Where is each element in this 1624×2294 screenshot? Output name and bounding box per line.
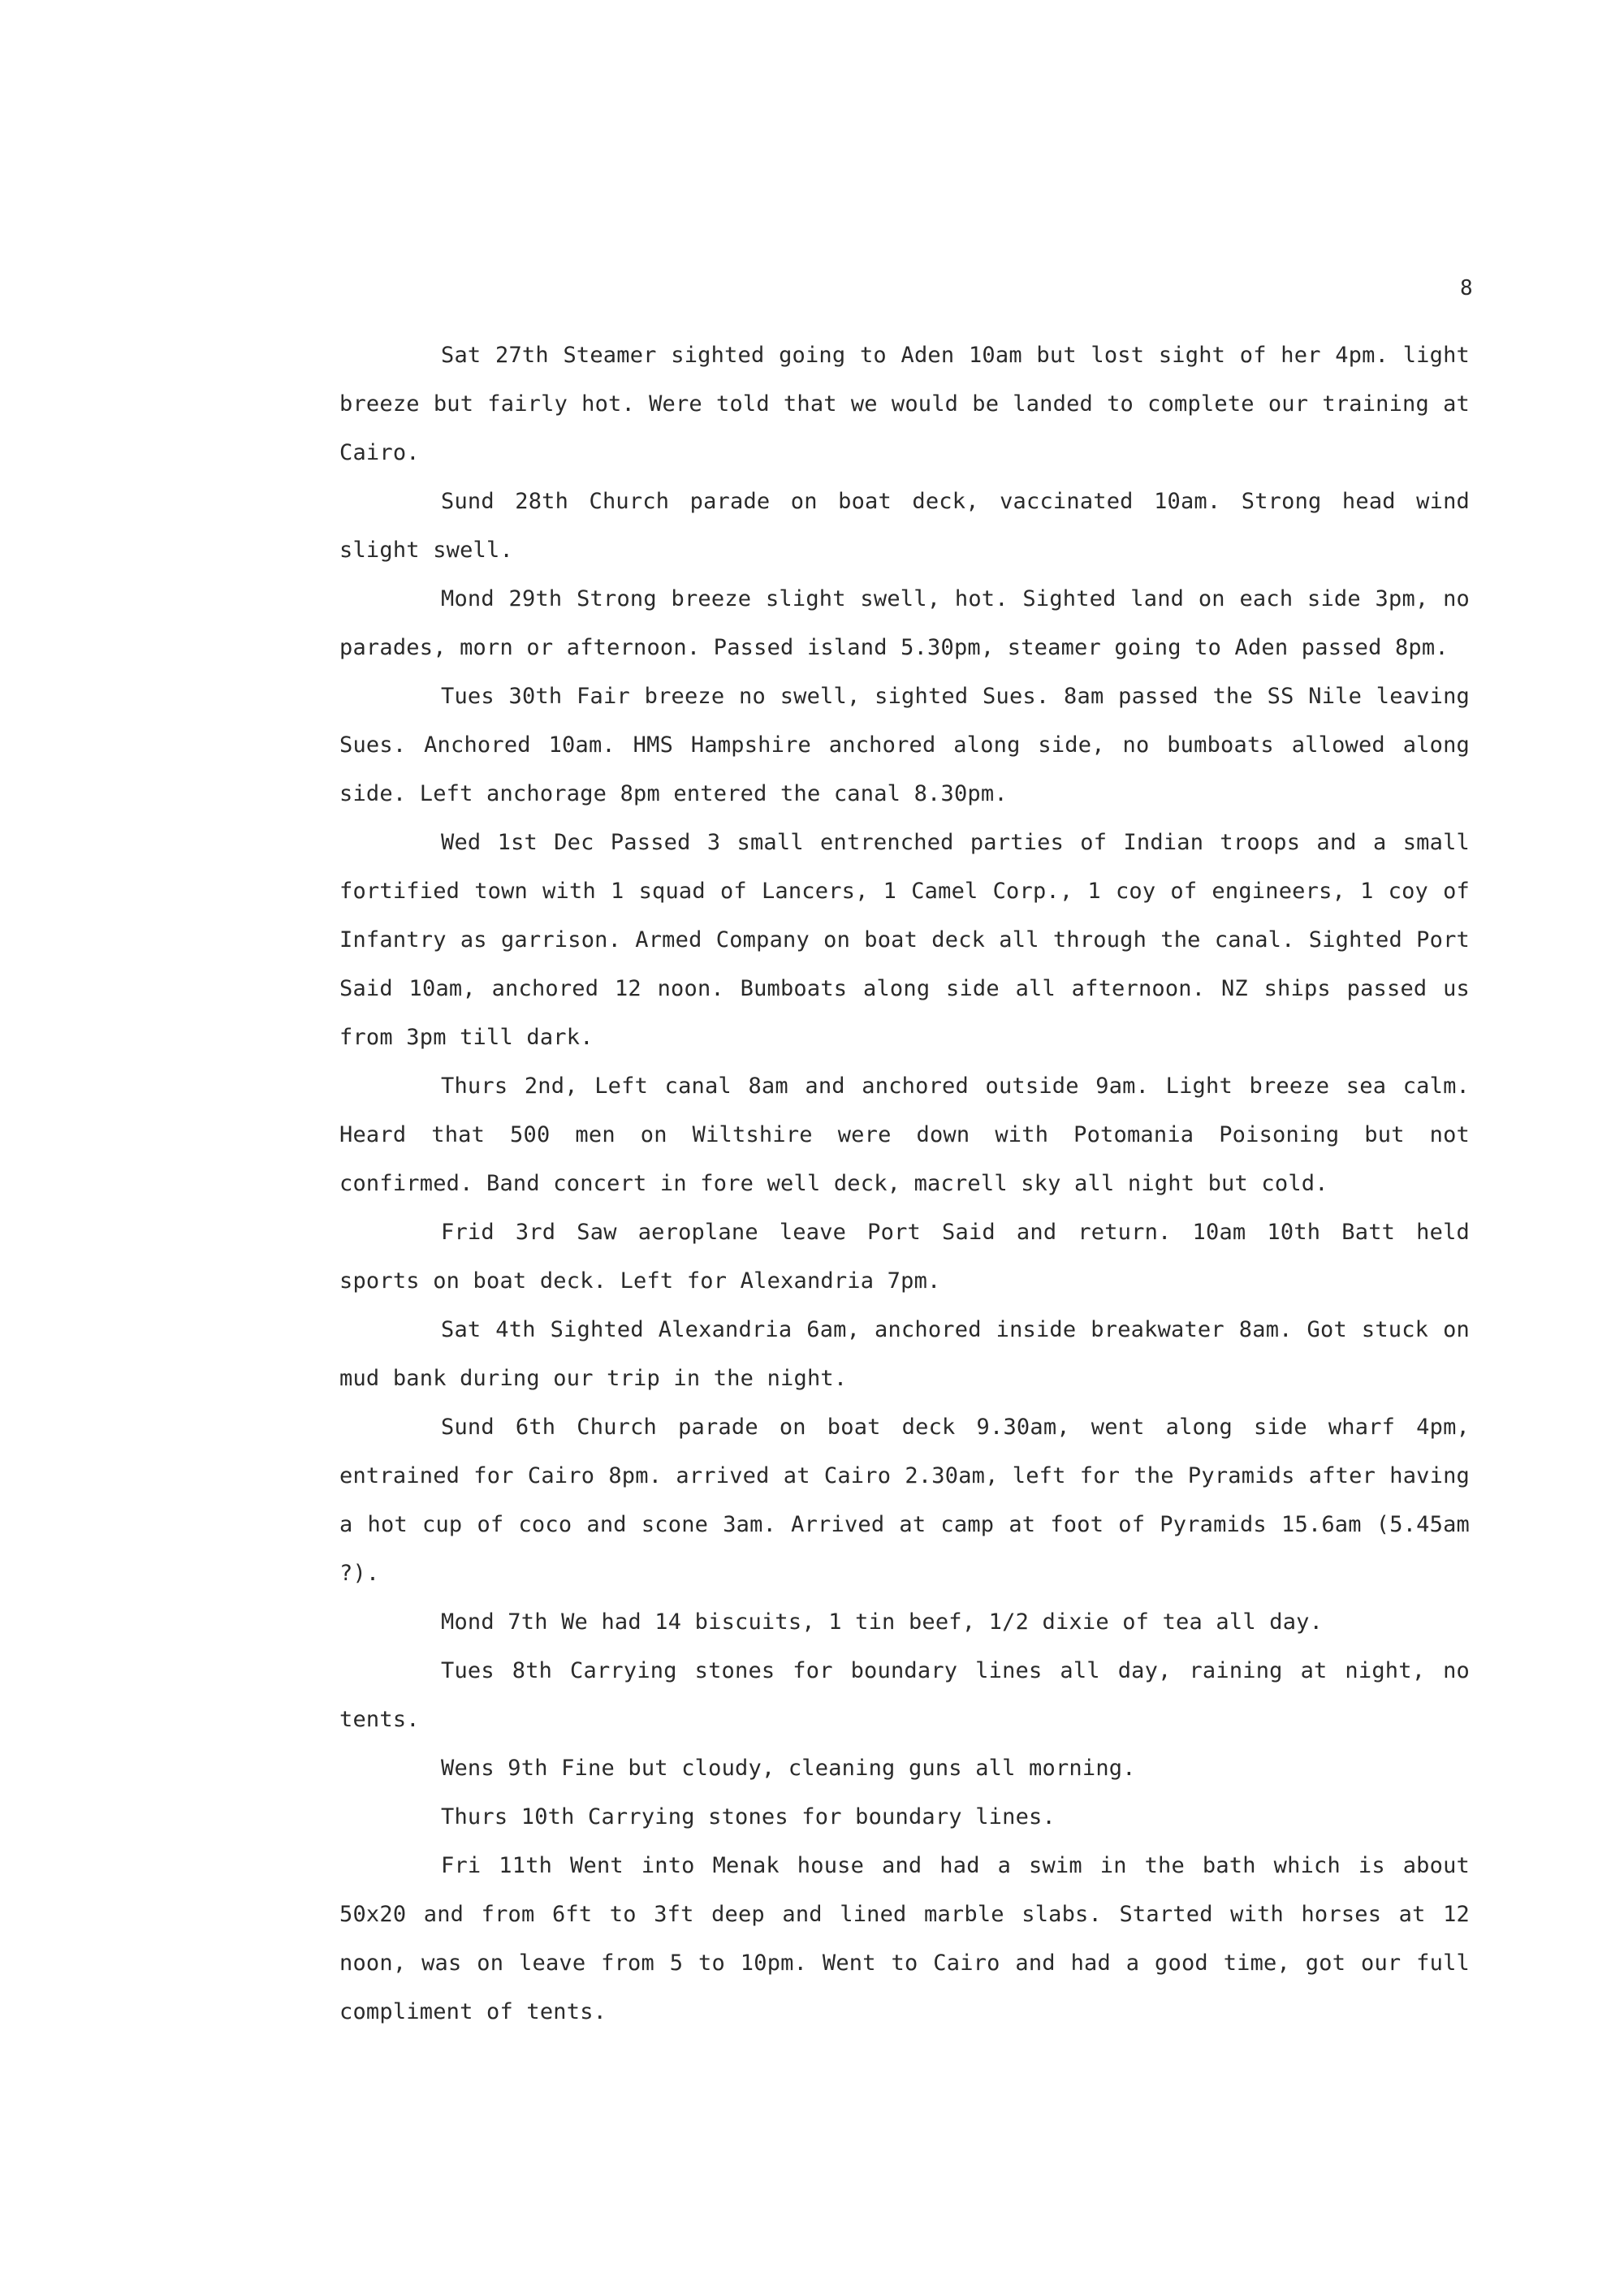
diary-entry: Thurs 2nd, Left canal 8am and anchored outside 9am. Light breeze sea calm. Heard that 500 men on Wiltshire were down with Potomania Poisoning but not confirmed. Band concert in fore well deck, macrell sky all night but cold. (339, 1074, 1470, 1196)
diary-entry: Tues 8th Carrying stones for boundary lines all day, raining at night, no tents. (339, 1658, 1470, 1732)
diary-entry: Sund 6th Church parade on boat deck 9.30am, went along side wharf 4pm, entrained for Cairo 8pm. arrived at Cairo 2.30am, left for the Pyramids after having a hot cup of coco and scone 3am. Arrived at camp at foot of Pyramids 15.6am (5.45am ?). (339, 1415, 1470, 1586)
diary-body (339, 331, 1470, 2037)
diary-entry: Thurs 10th Carrying stones for boundary lines. (441, 1804, 1056, 1830)
diary-entry: Wed 1st Dec Passed 3 small entrenched parties of Indian troops and a small fortified town with 1 squad of Lancers, 1 Camel Corp., 1 coy of engineers, 1 coy of Infantry as garrison. Armed Company on boat deck all through the canal. Sighted Port Said 10am, anchored 12 noon. Bumboats along side all afternoon. NZ ships passed us from 3pm till dark. (339, 830, 1470, 1050)
page-number: 8 (1460, 276, 1473, 300)
diary-entry: Frid 3rd Saw aeroplane leave Port Said and return. 10am 10th Batt held sports on boat deck. Left for Alexandria 7pm. (339, 1220, 1470, 1294)
diary-entry: Tues 30th Fair breeze no swell, sighted Sues. 8am passed the SS Nile leaving Sues. Anchored 10am. HMS Hampshire anchored along side, no bumboats allowed along side. Left anchorage 8pm entered the canal 8.30pm. (339, 684, 1470, 806)
diary-entry: Sund 28th Church parade on boat deck, vaccinated 10am. Strong head wind slight swell. (339, 489, 1470, 563)
diary-entry: Mond 29th Strong breeze slight swell, hot. Sighted land on each side 3pm, no parades, morn or afternoon. Passed island 5.30pm, steamer going to Aden passed 8pm. (339, 586, 1470, 660)
diary-entry: Mond 7th We had 14 biscuits, 1 tin beef, 1/2 dixie of tea all day. (441, 1609, 1324, 1635)
diary-entry: Sat 27th Steamer sighted going to Aden 10am but lost sight of her 4pm. light breeze but fairly hot. Were told that we would be landed to complete our training at Cairo. (339, 343, 1470, 465)
diary-entry: Wens 9th Fine but cloudy, cleaning guns all morning. (441, 1756, 1136, 1781)
diary-entry: Fri 11th Went into Menak house and had a swim in the bath which is about 50x20 and from 6ft to 3ft deep and lined marble slabs. Started with horses at 12 noon, was on leave from 5 to 10pm. Went to Cairo and had a good time, got our full compliment of tents. (339, 1853, 1470, 2024)
diary-entry: Sat 4th Sighted Alexandria 6am, anchored inside breakwater 8am. Got stuck on mud bank during our trip in the night. (339, 1317, 1470, 1391)
